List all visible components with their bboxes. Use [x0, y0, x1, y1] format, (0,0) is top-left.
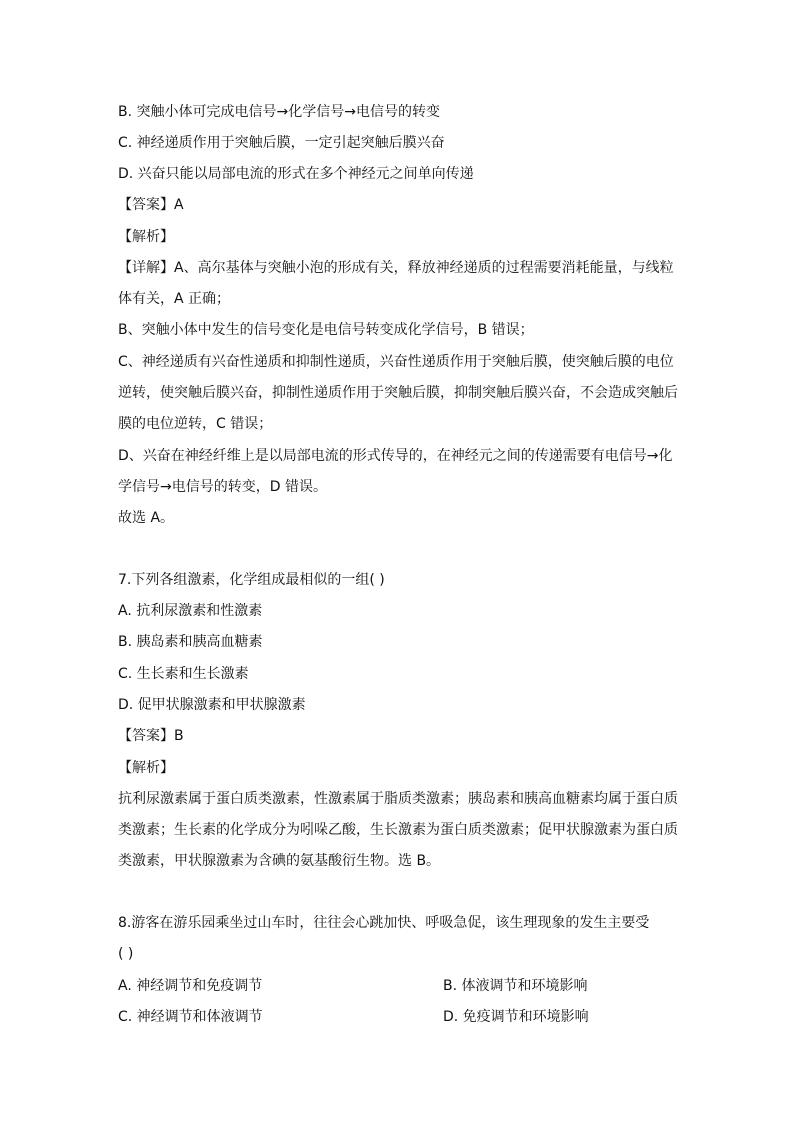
- prev-analysis-line: B、突触小体中发生的信号变化是电信号转变成化学信号，B 错误；: [118, 322, 534, 338]
- q7-analysis-line: 类激素；生长素的化学成分为吲哚乙酸，生长激素为蛋白质类激素；促甲状腺激素为蛋白质: [118, 822, 678, 838]
- q7-stem: 7.下列各组激素，化学组成最相似的一组( ): [118, 572, 385, 588]
- q7-option-d: D. 促甲状腺激素和甲状腺激素: [118, 697, 306, 713]
- q8-option-b: B. 体液调节和环境影响: [443, 978, 588, 994]
- prev-analysis-line: D、兴奋在神经纤维上是以局部电流的形式传导的，在神经元之间的传递需要有电信号→化: [118, 448, 673, 464]
- q7-option-a: A. 抗利尿激素和性激素: [118, 603, 263, 619]
- prev-answer: 【答案】A: [118, 197, 184, 213]
- q7-analysis-heading: 【解析】: [118, 760, 174, 776]
- prev-analysis-line: 体有关，A 正确；: [118, 291, 231, 307]
- prev-analysis-heading: 【解析】: [118, 229, 174, 245]
- q8-stem: 8.游客在游乐园乘坐过山车时，往往会心跳加快、呼吸急促，该生理现象的发生主要受: [118, 915, 650, 931]
- q7-option-b: B. 胰岛素和胰高血糖素: [118, 634, 263, 650]
- q7-answer: 【答案】B: [118, 728, 184, 744]
- q8-option-c: C. 神经调节和体液调节: [118, 1009, 263, 1025]
- q7-analysis-line: 类激素，甲状腺激素为含碘的氨基酸衍生物。选 B。: [118, 853, 441, 869]
- prev-analysis-line: 膜的电位逆转，C 错误；: [118, 416, 273, 432]
- q8-option-a: A. 神经调节和免疫调节: [118, 978, 263, 994]
- prev-option-b: B. 突触小体可完成电信号→化学信号→电信号的转变: [118, 104, 440, 120]
- q8-stem-cont: ( ): [118, 946, 134, 962]
- prev-analysis-line: 逆转，使突触后膜兴奋，抑制性递质作用于突触后膜，抑制突触后膜兴奋，不会造成突触后: [118, 385, 678, 401]
- q7-option-c: C. 生长素和生长激素: [118, 666, 249, 682]
- prev-option-c: C. 神经递质作用于突触后膜，一定引起突触后膜兴奋: [118, 135, 445, 151]
- prev-analysis-line: 学信号→电信号的转变，D 错误。: [118, 479, 327, 495]
- q8-option-d: D. 免疫调节和环境影响: [443, 1009, 589, 1025]
- prev-analysis-line: C、神经递质有兴奋性递质和抑制性递质，兴奋性递质作用于突触后膜，使突触后膜的电位: [118, 354, 674, 370]
- q7-analysis-line: 抗利尿激素属于蛋白质类激素，性激素属于脂质类激素；胰岛素和胰高血糖素均属于蛋白质: [118, 791, 678, 807]
- prev-option-d: D. 兴奋只能以局部电流的形式在多个神经元之间单向传递: [118, 166, 474, 182]
- prev-analysis-line: 【详解】A、高尔基体与突触小泡的形成有关，释放神经递质的过程需要消耗能量，与线粒: [118, 260, 674, 276]
- prev-analysis-line: 故选 A。: [118, 510, 175, 526]
